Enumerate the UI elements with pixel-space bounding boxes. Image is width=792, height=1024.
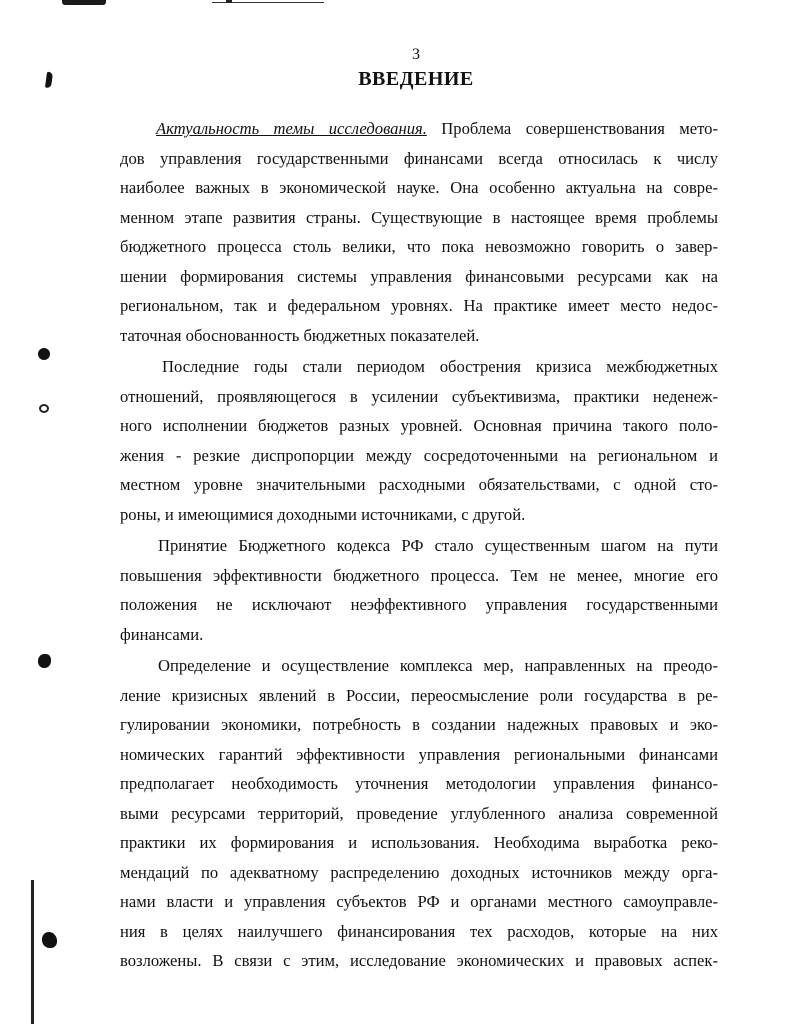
text-line: мендаций по адекватному распределению доходных источников между орга- xyxy=(120,862,718,882)
scan-artifact-top-tick xyxy=(226,0,232,3)
text-line: ния в целях наилучшего финансирования тех расходов, которые на них xyxy=(120,921,718,941)
text-line: нами власти и управления субъектов РФ и органами местного самоуправле- xyxy=(120,892,718,911)
text-line: гулировании экономики, потребность в создании надежных правовых и эко- xyxy=(120,715,718,734)
text-line: ного исполнении бюджетов разных уровней. Основная причина такого поло- xyxy=(120,416,718,435)
document-body xyxy=(120,114,718,976)
topic-label: Актуальность темы исследования. xyxy=(156,119,427,138)
punch-mark xyxy=(38,348,50,360)
punch-mark xyxy=(39,404,49,413)
text-line: роны, и имеющимися доходными источниками, с другой. xyxy=(120,504,526,524)
text-line: бюджетного процесса столь велики, что пока невозможно говорить о завер- xyxy=(120,237,718,256)
text-line: региональном, так и федеральном уровнях. На практике имеет место недос- xyxy=(120,296,718,315)
text-line: практики их формирования и использования. Необходима выработка реко- xyxy=(120,833,718,852)
text-line: Принятие Бюджетного кодекса РФ стало существенным шагом на пути xyxy=(158,536,718,555)
text-line: дов управления государственными финансами всегда относилась к числу xyxy=(120,148,718,168)
text-line: предполагает необходимость уточнения методологии управления финансо- xyxy=(120,774,718,793)
scan-artifact-top-left xyxy=(62,0,106,5)
text-line: наиболее важных в экономической науке. Она особенно актуальна на совре- xyxy=(120,178,718,197)
text-line: положения не исключают неэффективного управления государственными xyxy=(120,595,718,614)
text-line: выми ресурсами территорий, проведение углубленного анализа современной xyxy=(120,803,718,823)
text-line: отношений, проявляющегося в усилении субъективизма, практики неденеж- xyxy=(120,386,718,406)
page-title: ВВЕДЕНИЕ xyxy=(358,68,474,90)
paragraph xyxy=(120,651,718,976)
text-line: шении формирования системы управления финансовыми ресурсами как на xyxy=(120,266,718,286)
text-line: жения - резкие диспропорции между сосредоточенными на региональном и xyxy=(120,445,718,465)
text-line: повышения эффективности бюджетного процесса. Тем не менее, многие его xyxy=(120,565,718,585)
text-line: возложены. В связи с этим, исследование экономических и правовых аспек- xyxy=(120,951,718,970)
text-line: финансами. xyxy=(120,624,204,644)
page-number: 3 xyxy=(412,46,420,63)
paragraph xyxy=(120,114,718,350)
punch-mark xyxy=(38,654,51,668)
text-line: таточная обоснованность бюджетных показателей. xyxy=(120,325,480,345)
text-line: Последние годы стали периодом обострения кризиса межбюджетных xyxy=(162,357,718,376)
text-line: ление кризисных явлений в России, переосмысление роли государства в ре- xyxy=(120,685,718,705)
text-line: Актуальность темы исследования. Проблема совершенствования мето- xyxy=(156,119,718,138)
text-line: менном этапе развития страны. Существующие в настоящее время проблемы xyxy=(120,207,718,227)
punch-mark xyxy=(42,932,57,948)
text-line: Определение и осуществление комплекса мер, направленных на преодо- xyxy=(158,656,718,675)
text-line: местном уровне значительными расходными обязательствами, с одной сто- xyxy=(120,475,718,494)
text-line: номических гарантий эффективности управления региональными финансами xyxy=(120,744,718,764)
paragraph xyxy=(120,352,718,529)
paragraph xyxy=(120,531,718,649)
scan-artifact-left-bar xyxy=(31,880,34,1024)
